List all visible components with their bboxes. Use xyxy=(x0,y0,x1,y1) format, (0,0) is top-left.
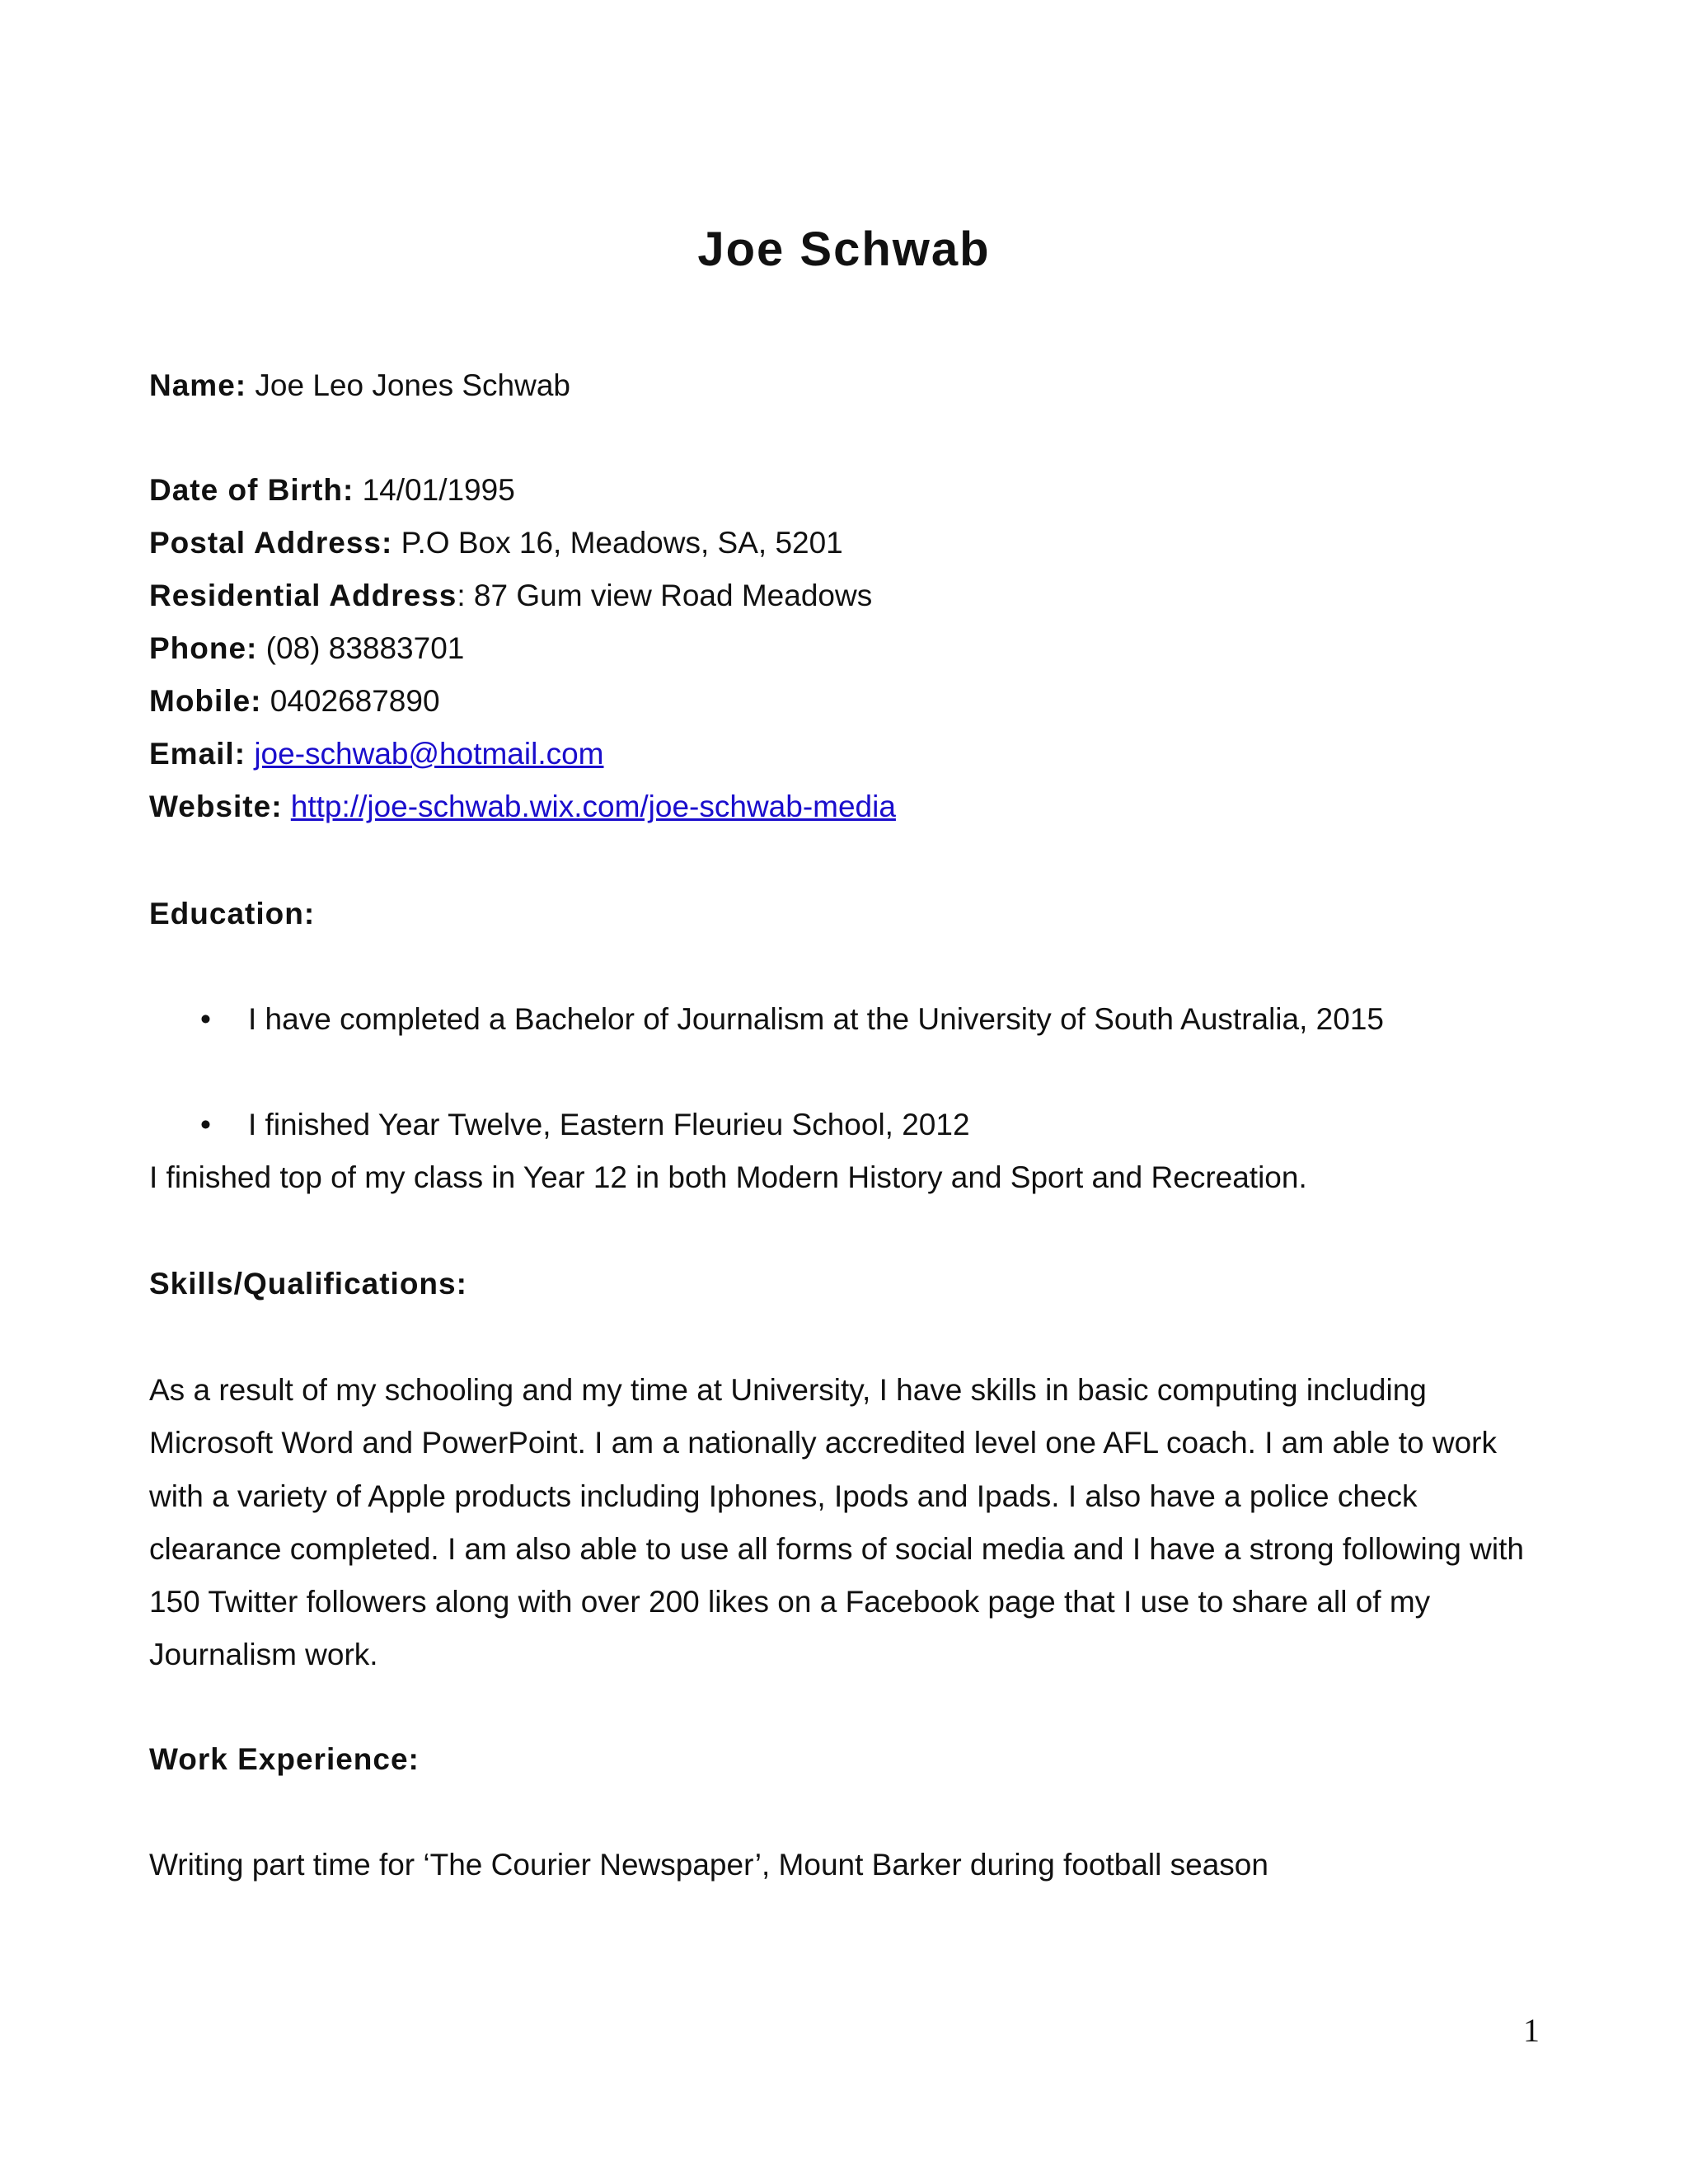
website-row xyxy=(149,787,896,827)
email-row xyxy=(149,734,604,774)
education-item-text: I finished Year Twelve, Eastern Fleurieu School, 2012 xyxy=(248,1108,970,1141)
phone-row xyxy=(149,629,464,668)
website-link[interactable]: http://joe-schwab.wix.com/joe-schwab-media xyxy=(290,790,896,823)
name-row xyxy=(149,366,570,405)
work-experience-text: Writing part time for ‘The Courier Newspaper’, Mount Barker during football season xyxy=(149,1848,1268,1882)
skills-heading: Skills/Qualifications: xyxy=(149,1267,467,1301)
dob-value: 14/01/1995 xyxy=(362,473,515,507)
document-title: Joe Schwab xyxy=(697,223,991,276)
education-item-text: I have completed a Bachelor of Journalism at the University of South Australia, 2015 xyxy=(248,1002,1384,1036)
education-note: I finished top of my class in Year 12 in both Modern History and Sport and Recreation. xyxy=(149,1160,1307,1194)
bullet-icon: • xyxy=(200,1108,211,1141)
dob-label: Date of Birth: xyxy=(149,473,354,507)
website-label: Website: xyxy=(149,790,283,823)
residential-address-value: : 87 Gum view Road Meadows xyxy=(457,579,873,612)
education-heading: Education: xyxy=(149,897,316,930)
residential-address-label: Residential Address xyxy=(149,579,457,612)
postal-address-value: P.O Box 16, Meadows, SA, 5201 xyxy=(401,526,843,560)
postal-address-row xyxy=(149,523,843,563)
residential-address-row xyxy=(149,576,872,616)
phone-value: (08) 83883701 xyxy=(265,631,465,665)
mobile-label: Mobile: xyxy=(149,684,262,718)
mobile-row xyxy=(149,682,440,721)
email-label: Email: xyxy=(149,737,246,771)
dob-row xyxy=(149,471,515,510)
page-number: 1 xyxy=(1523,2012,1540,2049)
bullet-icon: • xyxy=(200,1002,211,1036)
work-experience-heading: Work Experience: xyxy=(149,1742,420,1776)
skills-paragraph: As a result of my schooling and my time at University, I have skills in basic computing including Microsoft Word and PowerPoint. I am a nationally accredited level one AFL coach. I am able to work with a variety of Apple products including Iphones, Ipods and Ipads. I also have a police check clearance completed. I am also able to use all forms of social media and I have a strong following with 150 Twitter followers along with over 200 likes on a Facebook page that I use to share all of my Journalism work. xyxy=(149,1373,1524,1672)
name-label: Name: xyxy=(149,368,247,402)
phone-label: Phone: xyxy=(149,631,258,665)
mobile-value: 0402687890 xyxy=(270,684,440,718)
email-link[interactable]: joe-schwab@hotmail.com xyxy=(254,737,604,771)
postal-address-label: Postal Address: xyxy=(149,526,393,560)
name-value: Joe Leo Jones Schwab xyxy=(255,368,570,402)
